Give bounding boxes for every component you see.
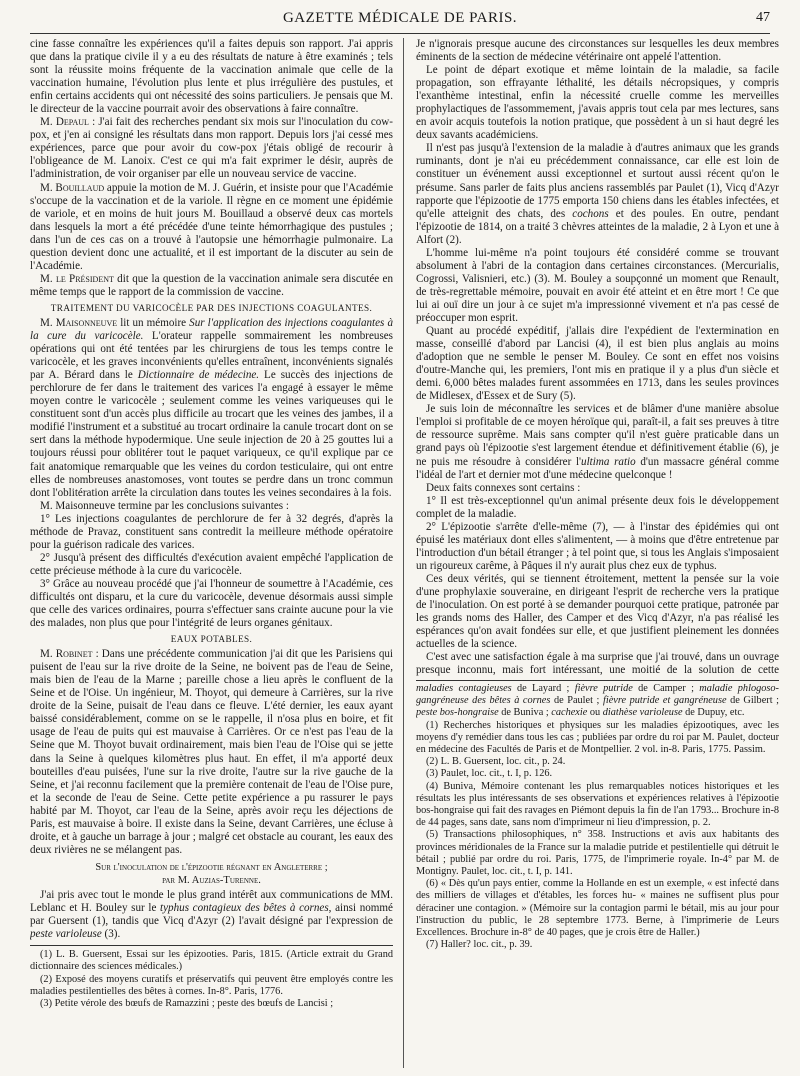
speaker-name: M. le Président — [40, 272, 114, 285]
italic-term: fièvre putride — [574, 683, 633, 694]
footnotes — [30, 949, 393, 1010]
italic-term: maladies contagieuses — [416, 683, 512, 694]
footnote: (6) « Dès qu'un pays entier, comme la Hollande en est un exemple, « est infecté dans des milliers de villages et d'étables, les forces hu- « maines ne suffisent plus pour déraciner une contagion. » (Mémoire sur la contagion parmi le bétail, mis au jour pour l'instruction du public, le 28 septembre 1773. Berne, à l'imprimerie de Leurs Excellences. Brochure in-8° de 40 pages, que je crois être de Haller.) — [416, 878, 779, 939]
paragraph — [416, 403, 779, 481]
paragraph-text: et des poules. En outre, pendant l'épizootie de 1814, on a traité 3 chèvres atteintes de la maladie, 2 à Lyon et une à Alfort (2). — [416, 207, 779, 246]
paragraph: Deux faits connexes sont certains : — [426, 481, 581, 494]
paragraph-text: d'un massacre général comme l'idéal de l'art et dernier mot d'une médecine quelconque ! — [416, 455, 779, 481]
paragraph: Ces deux vérités, qui se tiennent étroitement, mettent la pensée sur la voie d'une prophylaxie souveraine, en dirigeant l'esprit de recherche vers la pratique de l'inoculation. On est porté à se demander pourquoi cette pratique, patronée par les grands noms des Haller, des Camper et des Vicq d'Azyr, n'a pas réalisé les espérances qu'on avait fondées sur elle, et que justifient pleinement les données actuelles de la science. — [416, 572, 779, 651]
footnote-rule — [30, 945, 393, 946]
paragraph: Le point de départ exotique et même lointain de la maladie, sa facile propagation, son effrayante léthalité, les détails nécropsiques, y compris l'exanthème intestinal, enfin la nécessité cruelle comme les merveilles prophylactiques de l'assommement, j'avais appris tout cela par mes lectures, sans en avoir acquis toutefois la notion pratique, que possèdent à un si haut degré les deux savants académiciens. — [416, 64, 779, 142]
italic-word: cochons — [572, 207, 609, 220]
dictionary-title: Dictionnaire de médecine. — [137, 369, 260, 382]
footnote: (2) L. B. Guersent, loc. cit., p. 24. — [426, 756, 566, 768]
journal-title: GAZETTE MÉDICALE DE PARIS. — [282, 10, 518, 26]
paragraph: 2° L'épizootie s'arrête d'elle-même (7), — à l'instar des épidémies qui ont épuisé les matériaux dont elles s'alimentent, — à moins que d'être entretenue par l'introduction d'un bétail étranger ; à tel point que, si tous les Anglais s'imposaient un rigoureux carême, à Pâques il n'y aurait plus chez eux de typhus. — [416, 520, 779, 572]
paragraph-text: (3). — [101, 928, 121, 941]
note-text: de Dupuy, etc. — [682, 707, 745, 719]
footnote: (1) Recherches historiques et physiques sur les maladies épizootiques, avec les moyens d'y remédier dans tous les cas ; publiées par ordre du roi par M. Paulet, docteur en médecine des Facultés de Paris et de Montpellier. 2 vol. in-8. Paris, 1775. Passim. — [416, 719, 779, 756]
section-heading: TRAITEMENT DU VARICOCÈLE PAR DES INJECTIONS COAGULANTES. — [50, 302, 373, 313]
memoir-title: Sur l'application des injections coagulantes à la cure du varicocèle. — [30, 316, 393, 343]
disease-name: typhus contagieux des bêtes à cornes — [160, 902, 329, 915]
italic-term: maladie phlogoso-gangréneuse des bêtes à cornes — [416, 683, 779, 707]
paragraph: M. Maisonneuve termine par les conclusions suivantes : — [40, 499, 289, 512]
paragraph — [416, 142, 779, 246]
footnote: (7) Haller? loc. cit., p. 39. — [426, 939, 533, 951]
footnote: (3) Paulet, loc. cit., t. I, p. 126. — [426, 768, 553, 780]
article-author: par M. Auzias-Turenne. — [162, 874, 261, 886]
paragraph-text: , ainsi nommé par Guersent (1), tandis que Vicq d'Azyr (2) l'avait désigné par l'expression de — [30, 902, 393, 928]
paragraph — [30, 116, 393, 181]
italic-term: peste bos-hongraise — [416, 707, 499, 719]
italic-term: cachexie — [551, 707, 588, 719]
note-text: ou — [587, 707, 603, 719]
speaker-name: M. Robinet — [40, 648, 93, 661]
disease-name: peste varioleuse — [30, 928, 102, 941]
footnote: (1) L. B. Guersent, Essai sur les épizooties. Paris, 1815. (Article extrait du Grand dictionnaire des sciences médicales.) — [30, 949, 393, 973]
italic-term: diathèse varioleuse — [602, 707, 683, 719]
note-text: de Layard ; — [511, 683, 575, 694]
paragraph-text: : Dans une précédente communication j'ai dit que les Parisiens qui puisent de l'eau sur la rive droite de la Seine, ne boivent pas de l'eau de Seine, mais bien de l'eau de la Marne ; pareille chose a lieu après le confluent de la Seine et de l'Oise. Un ingénieur, M. Thoyot, qui demeure à Carrières, sur la rive droite de la Seine, puisait de l'eau dans ce fleuve. L'été dernier, les eaux ayant baissé considérablement, comme on se le rappelle, il n'osa plus en boire, et fit usage de l'eau de puits qui est mauvaise à Carrières. Or ce n'est pas l'eau de la Seine que M. Thoyot buvait ordinairement, mais bien l'eau de l'Oise qui se jette dans la Seine à quelques kilomètres plus haut. En effet, il m'a apporté deux bouteilles d'eau puisées, l'une sur la rive droite, l'autre sur la rive gauche de la Seine, et j'ai reconnu facilement que la première contenait de l'eau de l'Oise pure, et la seconde de l'eau de Seine. Cette petite expérience a pu rassurer le pays habité par M. Thoyot, car l'eau de la Seine, après avoir reçu les déjections de Paris, est mauvaise à boire. Il existe dans la Seine, devant Carrières, une écluse à droite, et à gauche un barrage à jour ; malgré cet obstacle au courant, les eaux des deux rivières ne se mélangent pas. — [30, 648, 393, 856]
paragraph — [30, 182, 393, 273]
paragraph-text: Le succès des injections de perchlorure de fer dans le traitement des varices l'a engagé à essayer le même moyen contre le varicocèle ; seulement comme les veines variqueuses qui le constituent sont d'un accès plus difficile au trocart que les veines des jambes, il a modifié l'instrument et a substitué au trocart ordinaire la canule trocart dont on se sert dans la méthode hypodermique. Une seule injection de 20 à 25 gouttes lui a toujours réussi pour oblitérer tout le paquet variqueux, ce qu'il explique par ce fait anatomique remarquable que les veines du cordon testiculaire, qui ont entre elles de nombreuses anastomoses, vont toutes se perdre dans un tronc commun dont l'oblitération arrête la circulation dans toutes les veines secondaires à la fois. — [30, 369, 393, 499]
section-heading: EAUX POTABLES. — [170, 634, 253, 645]
paragraph-text: Je suis loin de méconnaître les services et de blâmer d'une manière absolue l'emploi si profitable de ce moyen héroïque qui, paraît-il, a fait ses preuves à titre de ressource suprême. Mais sans compter qu'il n'est guère praticable dans un grand pays où l'épizootie s'est largement étendue et définitivement établie (6), je ne puis me résoudre à considérer l' — [416, 403, 779, 468]
page-header — [30, 10, 770, 32]
footnote: (5) Transactions philosophiques, n° 358. Instructions et avis aux habitants des provinces méridionales de la France sur la maladie putride et pestilentielle qui détruit le bétail ; publié par ordre du roi. Paris, 1775, de l'imprimerie royale. In-4° par M. de Montigny. Paulet, loc. cit., t. I, p. 141. — [416, 829, 779, 878]
header-rule — [30, 33, 770, 34]
paragraph: Quant au procédé expéditif, j'allais dire l'expédient de l'extermination en masse, conseillé d'abord par Lancisi (4), il est bien plus anglais au moins d'adoption que ne semble le penser M. Bouley. Ce sont en effet nos voisins d'outre-Manche qui, les premiers, l'ont mis en pratique il y a plus d'un siècle et demi. 6,000 bêtes malades furent assommées en 1713, dans les seules provinces de Midlesex, d'Essex et de Sury (5). — [416, 325, 779, 403]
paragraph-text: : J'ai fait des recherches pendant six mois sur l'inoculation du cow-pox, et j'en ai consigné les résultats dans mon rapport. Depuis lors j'ai cessé mes expériences, parce que pour avoir du cow-pox j'étais obligé de recourir à l'obligeance de M. Lanoix. C'est ce qui m'a fait exprimer le désir, auprès de l'administration, de voir organiser par elle un nouveau service de vaccine. — [30, 116, 393, 181]
paragraph-text: L'orateur rappelle sommairement les nombreuses opérations qui ont été tentées par les chirurgiens de tous les temps contre le varicocèle, et les graves inconvénients qu'elles entraînent, inconvénients signalés par A. Bérard dans le — [30, 330, 393, 382]
right-column — [416, 38, 779, 676]
paragraph-text: Il n'est pas jusqu'à l'extension de la maladie à d'autres animaux que les grands ruminants, dont je n'ai eu précédemment connaissance, car elle est loin de constituer un événement aussi exceptionnel et surtout aussi récent qu'on le présume. Sans parler de faits plus anciens rassemblés par Paulet (1), Vicq d'Azyr rapporte que l'épizootie de 1775 emporta 150 chiens dans les étables infectées, et qu'elle atteignit des chats, des — [416, 142, 779, 220]
footnote: (3) Petite vérole des bœufs de Ramazzini ; peste des bœufs de Lancisi ; — [40, 998, 334, 1009]
column-divider — [403, 38, 404, 1068]
footnote: (2) Exposé des moyens curatifs et préservatifs qui peuvent être employés contre les maladies pestilentielles des bêtes à cornes. In-8°. Paris, 1776. — [30, 973, 393, 997]
paragraph-text: lit un mémoire — [117, 316, 190, 329]
footnote: (4) Buniva, Mémoire contenant les plus remarquables notices historiques et les résultats les plus intéressants de ses observations et expériences relatives à l'épizootie bos-hongraise qui fait des ravages en Piémont depuis la fin de l'an 1793... Brochure in-8 de 44 pages, sans date, sans nom d'imprimeur ni lieu d'impression, p. 2. — [416, 780, 779, 829]
note-text: de Paulet ; — [550, 695, 603, 707]
paragraph-text: appuie la motion de M. J. Guérin, et insiste pour que l'Académie s'occupe de la vaccination et de la variole. Il règne en ce moment une épidémie de variole, et en moins de huit jours M. Bouillaud a observé deux cas mortels dans lesquels la mort a été précédée d'une teinte hémorrhagique des pustules ; dans l'un de ces cas on a trouvé à l'autopsie une hémorrhagie pulmonaire. La question devient donc une actualité, et il est important de la discuter au sein de l'Académie. — [30, 181, 393, 272]
footnote-continuation — [416, 683, 779, 720]
speaker-name: M. Maisonneuve — [40, 316, 118, 329]
paragraph-text: J'ai pris avec tout le monde le plus grand intérêt aux communications de MM. Leblanc et H. Bouley sur le — [30, 889, 393, 915]
italic-phrase: ultima ratio — [581, 455, 636, 468]
paragraph: 1° Il est très-exceptionnel qu'un animal présente deux fois le développement complet de la maladie. — [416, 494, 779, 520]
speaker-name: M. Bouillaud — [40, 181, 105, 194]
conclusion-item: 3° Grâce au nouveau procédé que j'ai l'honneur de soumettre à l'Académie, ces difficultés ont disparu, et la cure du varicocèle, devenue désormais aussi simple que celle des varices ordinaires, pourra s'effectuer sans crainte aucune pour la vie des malades, non plus que pour l'intégrité de leurs organes génitaux. — [30, 577, 393, 630]
note-text: de Gilbert ; — [726, 695, 779, 707]
conclusion-item: 1° Les injections coagulantes de perchlorure de fer à 32 degrés, d'après la méthode de Pravaz, constituent sans contredit la meilleure méthode opératoire pour la guérison radicale des varices. — [30, 512, 393, 551]
paragraph — [30, 889, 393, 941]
footnote-rule — [416, 680, 779, 681]
note-text: de Buniva ; — [498, 707, 552, 719]
paragraph-text: dit que la question de la vaccination animale sera discutée en même temps que le rapport de la commission de vaccine. — [30, 272, 393, 298]
speaker-name: M. Depaul — [40, 116, 89, 129]
note-text: de Camper ; — [632, 683, 700, 694]
paragraph: L'homme lui-même n'a point toujours été considéré comme se trouvant absolument à l'abri de la contagion dans certaines circonstances. (Mercurialis, Cogrossi, Valisnieri, etc.) (3). M. Bouley a soupçonné un moment que Renault, de très-regrettable mémoire, pouvait en avoir été atteint et en être mort ! Ce que lui ai ouï dire un jour à ce sujet m'a impressionné vivement et n'a pas cessé de préoccuper mon esprit. — [416, 246, 779, 324]
right-footnotes — [416, 680, 779, 1068]
conclusion-item: 2° Jusqu'à présent des difficultés d'exécution avaient empêché l'application de cette précieuse méthode à la cure du varicocèle. — [30, 551, 393, 577]
paragraph: cine fasse connaître les expériences qu'il a faites depuis son rapport. J'ai appris que dans la pratique civile il y a eu des résultats de nature à être examinés ; tels sont la réussite moins fréquente de la vaccination animale que celle de la vaccination humaine, l'évolution plus lente et plus irrégulière des pustules, et enfin certains accidents qui ont nécessité des soins particuliers. Je pensais que M. le directeur de la vaccine pourrait avoir des observations à faire connaître. — [30, 38, 393, 116]
paragraph — [30, 317, 393, 500]
paragraph: C'est avec une satisfaction égale à ma surprise que j'ai trouvé, dans un ouvrage presque inconnu, mais fort intéressant, une moitié de la solution de cette — [416, 651, 779, 676]
page-number: 47 — [756, 10, 770, 25]
paragraph: Je n'ignorais presque aucune des circonstances sur lesquelles les deux membres éminents de la section de médecine vétérinaire ont appelé l'attention. — [416, 38, 779, 64]
paragraph — [30, 273, 393, 299]
paragraph — [30, 648, 393, 857]
article-heading: Sur l'inoculation de l'épizootie régnant en Angleterre ; — [95, 861, 328, 873]
left-column — [30, 38, 393, 1068]
italic-term: fièvre putride et gangréneuse — [602, 695, 727, 707]
